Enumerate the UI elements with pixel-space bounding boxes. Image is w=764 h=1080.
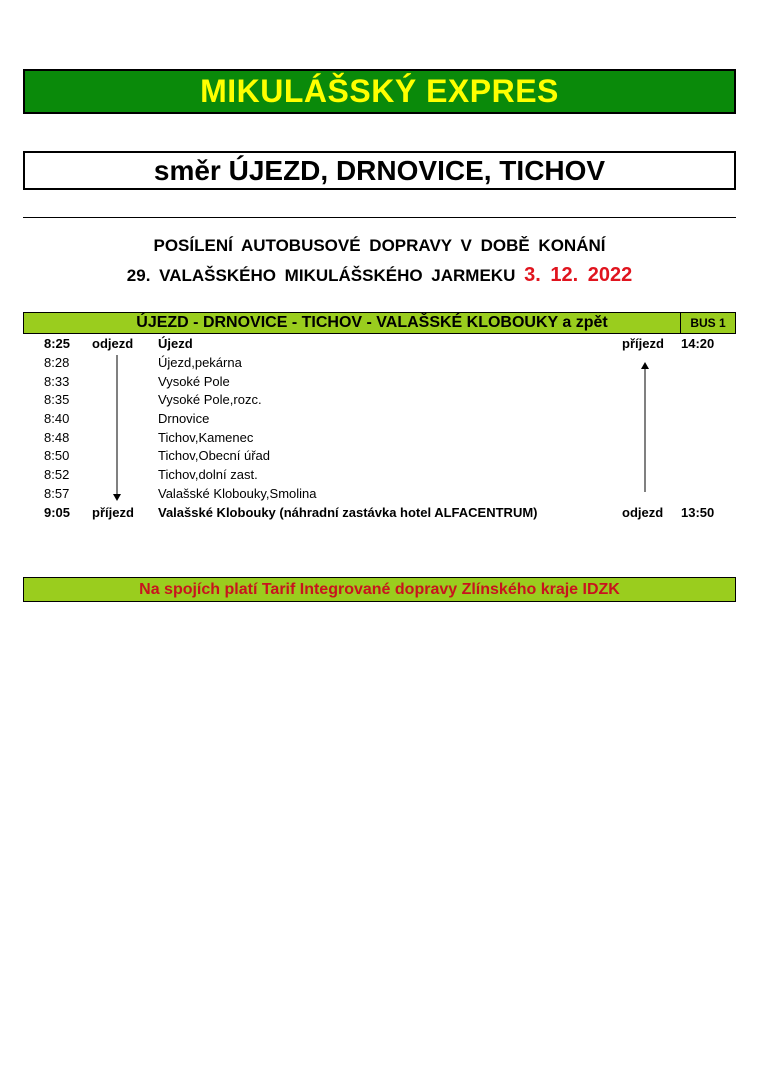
tariff-note-text: Na spojích platí Tarif Integrované dopravy Zlínského kraje IDZK xyxy=(139,580,620,598)
stop-time: 8:33 xyxy=(44,374,70,389)
departure-label: odjezd xyxy=(92,336,134,351)
arrival-time: 9:05 xyxy=(44,505,71,520)
arrival-label: příjezd xyxy=(92,505,134,520)
stop-name: Tichov,dolní zast. xyxy=(158,467,258,482)
tariff-note xyxy=(23,577,736,602)
stop-time: 8:48 xyxy=(44,430,70,445)
stop-name: Vysoké Pole xyxy=(158,374,230,389)
return-time: 14:20 xyxy=(681,336,715,351)
up-arrow-icon xyxy=(641,362,649,492)
return-label: příjezd xyxy=(622,336,664,351)
route-name: ÚJEZD - DRNOVICE - TICHOV - VALAŠSKÉ KLOBOUKY a zpět xyxy=(136,314,608,331)
subtitle-line-1-text: POSÍLENÍ AUTOBUSOVÉ DOPRAVY V DOBĚ KONÁNÍ xyxy=(153,236,606,255)
stop-time: 8:28 xyxy=(44,355,70,370)
stop-name: Drnovice xyxy=(158,411,210,426)
return-departure-time: 13:50 xyxy=(681,505,715,520)
stop-time: 8:52 xyxy=(44,467,70,482)
subtitle-line-2-text: 29. VALAŠSKÉHO MIKULÁŠSKÉHO JARMEKU xyxy=(126,266,516,285)
bus-label: BUS 1 xyxy=(680,313,735,333)
departure-time: 8:25 xyxy=(44,336,71,351)
stop-name: Valašské Klobouky (náhradní zastávka hotel ALFACENTRUM) xyxy=(158,505,538,520)
stop-name: Újezd xyxy=(158,336,193,351)
stop-name: Tichov,Obecní úřad xyxy=(158,448,270,463)
direction-text: směr ÚJEZD, DRNOVICE, TICHOV xyxy=(153,154,606,186)
down-arrow-icon xyxy=(113,355,121,501)
stop-time: 8:35 xyxy=(44,392,70,407)
stop-time: 8:57 xyxy=(44,486,70,501)
event-date: 3. 12. 2022 xyxy=(524,264,633,286)
title-text: MIKULÁŠSKÝ EXPRES xyxy=(200,73,559,109)
return-departure-label: odjezd xyxy=(622,505,664,520)
stop-name: Tichov,Kamenec xyxy=(158,430,254,445)
stop-time: 8:50 xyxy=(44,448,70,463)
stop-time: 8:40 xyxy=(44,411,70,426)
stop-name: Újezd,pekárna xyxy=(158,355,242,370)
stop-name: Vysoké Pole,rozc. xyxy=(158,392,262,407)
stop-name: Valašské Klobouky,Smolina xyxy=(158,486,317,501)
